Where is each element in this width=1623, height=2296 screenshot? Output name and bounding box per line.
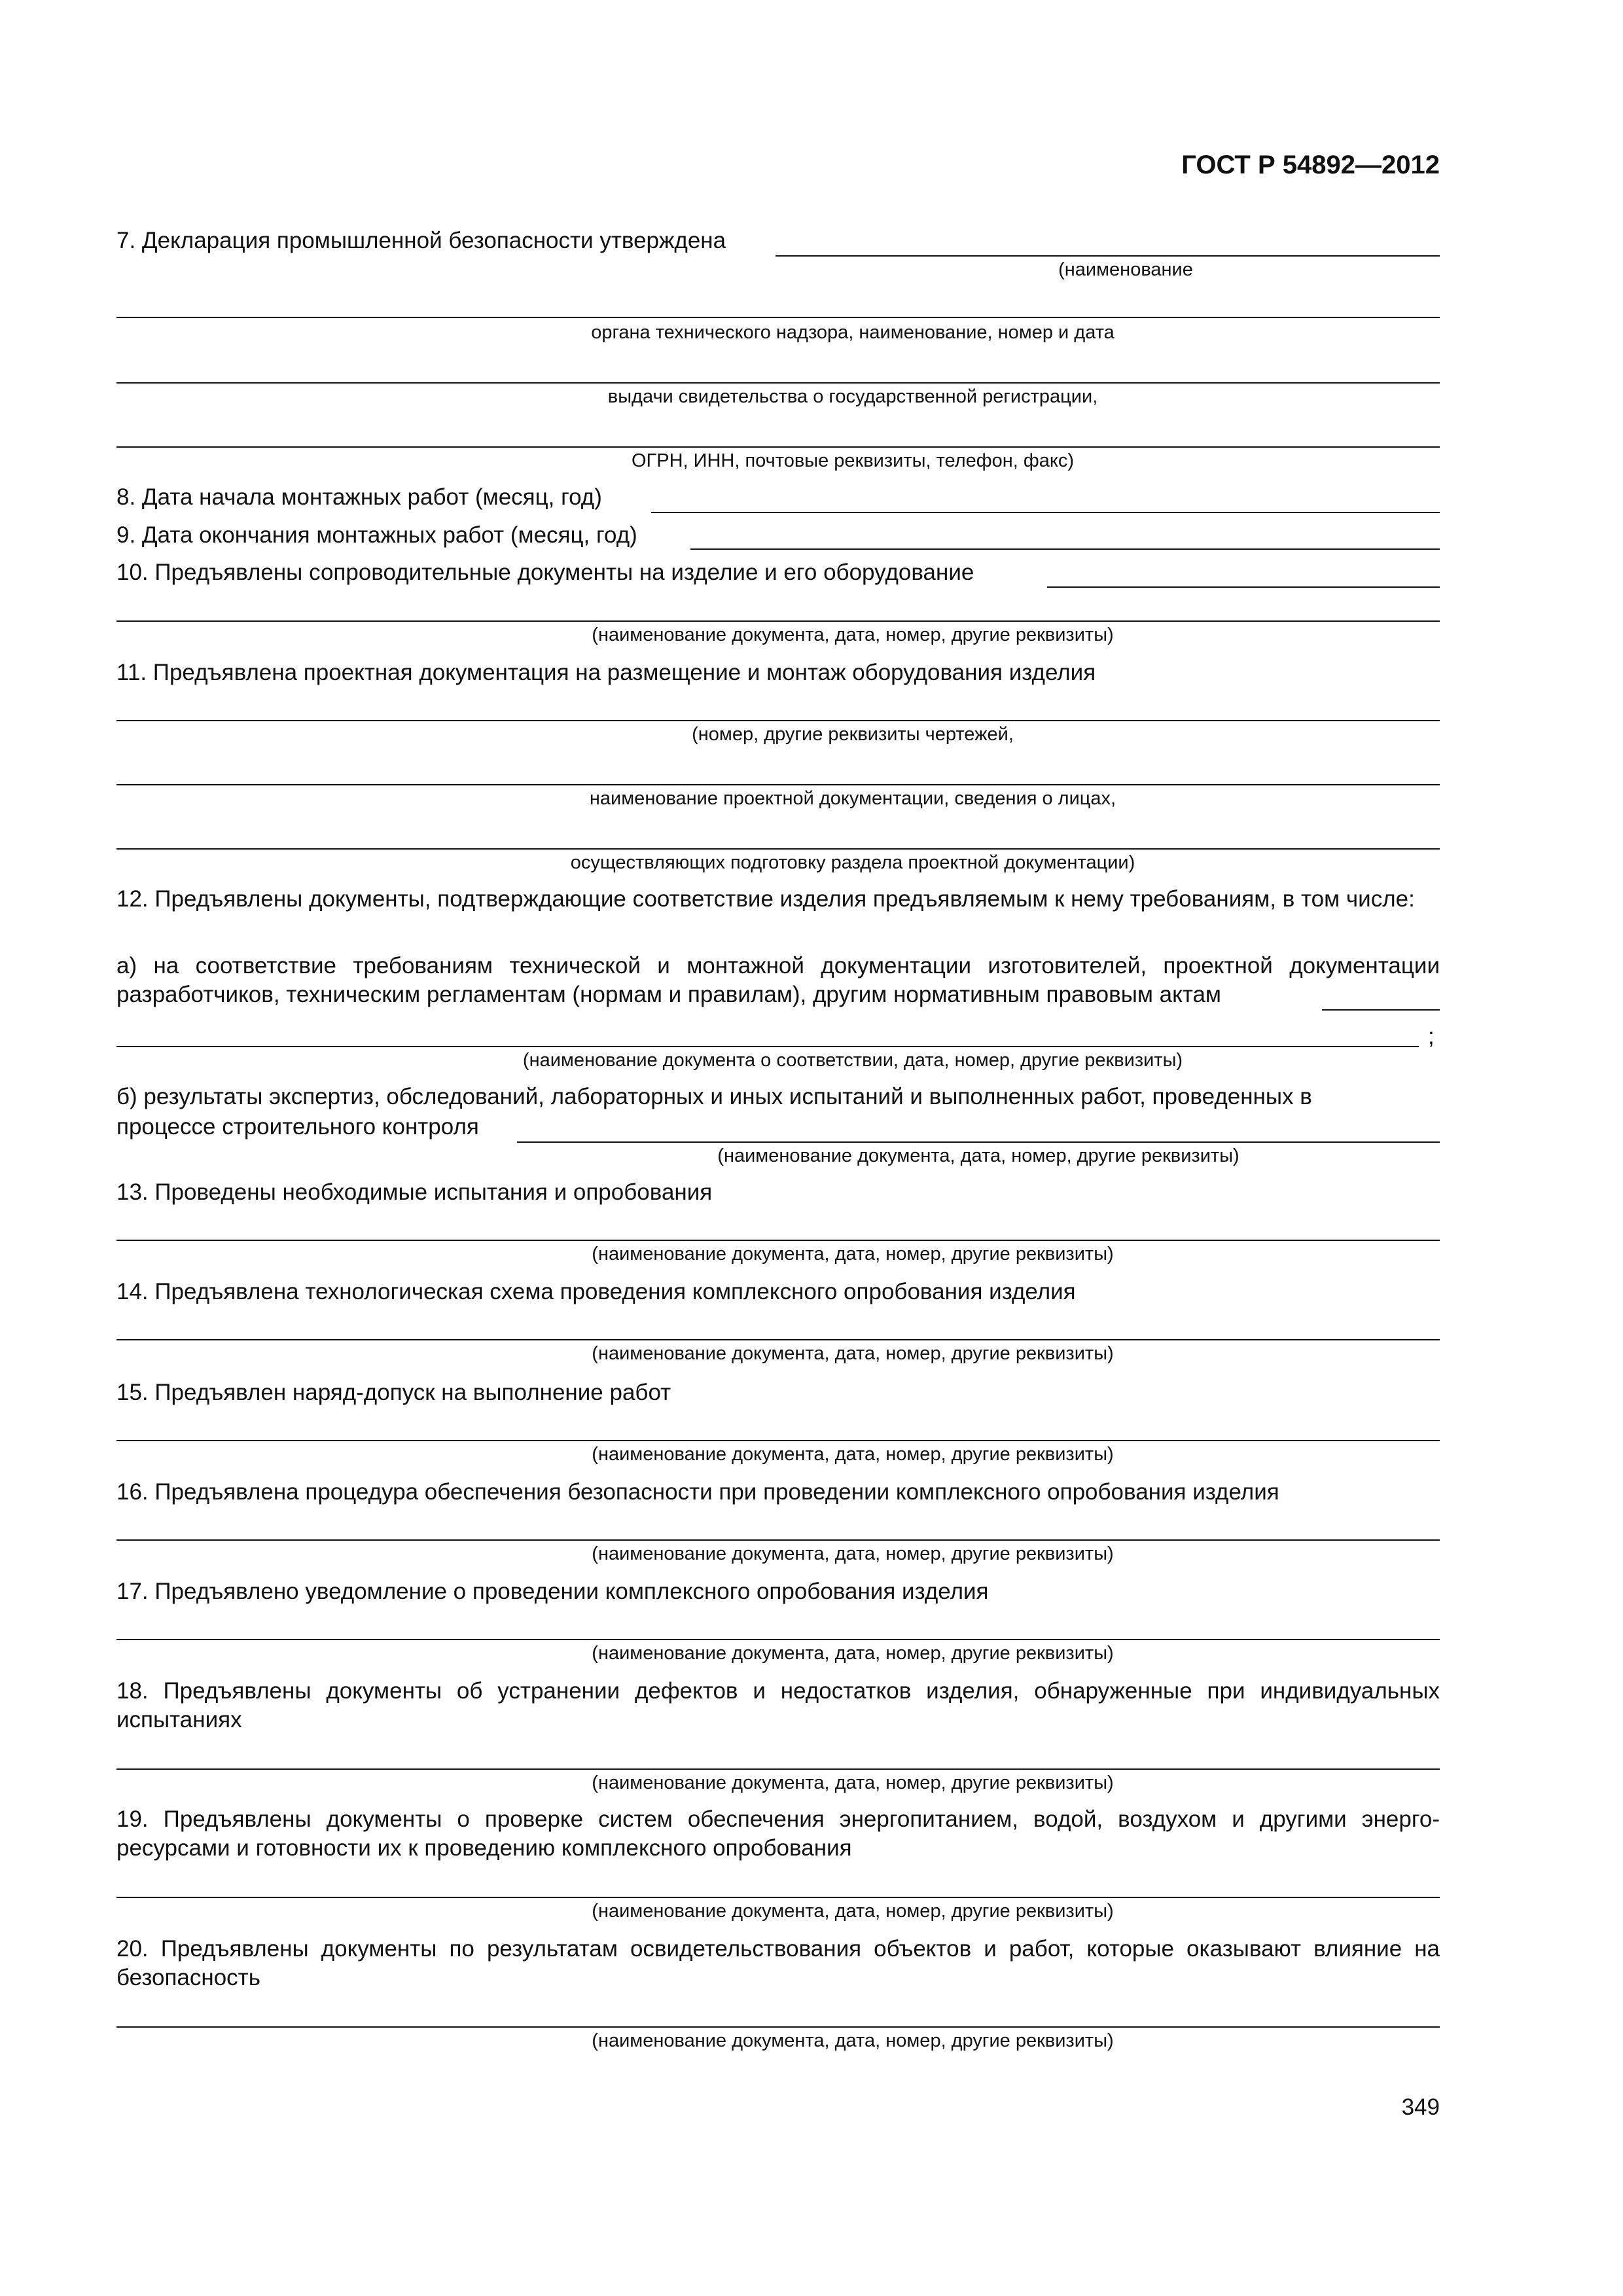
- item-12b-caption: (наименование документа, дата, номер, другие реквизиты): [717, 1145, 1240, 1166]
- item-14-field-line[interactable]: [116, 1339, 1440, 1340]
- item-12b-line-2: процессе строительного контроля: [116, 1114, 479, 1139]
- item-17-caption: (наименование документа, дата, номер, другие реквизиты): [592, 1643, 1114, 1664]
- item-7-label: 7. Декларация промышленной безопасности утверждена: [116, 228, 726, 253]
- item-13-caption: (наименование документа, дата, номер, другие реквизиты): [592, 1244, 1114, 1265]
- item-18-caption: (наименование документа, дата, номер, другие реквизиты): [592, 1772, 1114, 1793]
- item-14-label: 14. Предъявлена технологическая схема проведения комплексного опробования изделия: [116, 1279, 1076, 1304]
- item-16-label: 16. Предъявлена процедура обеспечения безопасности при проведении комплексного опробования изделия: [116, 1479, 1279, 1505]
- item-12a-field-line[interactable]: [1322, 1009, 1440, 1011]
- item-7-field-line[interactable]: [776, 255, 1440, 257]
- item-10-field-line[interactable]: [1047, 586, 1440, 588]
- item-11-field-line[interactable]: [116, 720, 1440, 721]
- item-10-caption: (наименование документа, дата, номер, другие реквизиты): [592, 624, 1114, 645]
- item-12-label: 12. Предъявлены документы, подтверждающие соответствие изделия предъявляемым к нему требованиям, в том числе:: [116, 886, 1415, 912]
- item-8-field-line[interactable]: [651, 512, 1440, 513]
- item-13-field-line[interactable]: [116, 1240, 1440, 1241]
- item-15-field-line[interactable]: [116, 1440, 1440, 1441]
- item-9-field-line[interactable]: [690, 548, 1440, 550]
- item-8-label: 8. Дата начала монтажных работ (месяц, год): [116, 484, 602, 510]
- item-20-field-line[interactable]: [116, 2026, 1440, 2028]
- item-18-field-line[interactable]: [116, 1768, 1440, 1770]
- item-19-caption: (наименование документа, дата, номер, другие реквизиты): [592, 1901, 1114, 1922]
- item-20-label: 20. Предъявлены документы по результатам освидетельствования объектов и работ, которые оказывают влияние на безопасность: [116, 1936, 1440, 1990]
- item-7-field-line-4[interactable]: [116, 446, 1440, 448]
- item-13-label: 13. Проведены необходимые испытания и опробования: [116, 1179, 713, 1205]
- item-12a-caption: (наименование документа о соответствии, дата, номер, другие реквизиты): [522, 1050, 1183, 1071]
- item-11-label: 11. Предъявлена проектная документация на размещение и монтаж оборудования изделия: [116, 660, 1096, 685]
- item-19-field-line[interactable]: [116, 1897, 1440, 1898]
- item-11-caption-1: (номер, другие реквизиты чертежей,: [692, 724, 1014, 745]
- item-12a-label: а) на соответствие требованиям технической и монтажной документации изготовителей, проектной документации разработчиков, техническим регламентам (нормам и правилам), другим нормативным правовым актам: [116, 953, 1440, 1007]
- item-10-field-line-2[interactable]: [116, 620, 1440, 622]
- item-11-caption-2: наименование проектной документации, сведения о лицах,: [589, 788, 1116, 809]
- item-17-field-line[interactable]: [116, 1639, 1440, 1640]
- item-7-caption-3: выдачи свидетельства о государственной регистрации,: [607, 386, 1098, 407]
- item-20-caption: (наименование документа, дата, номер, другие реквизиты): [592, 2030, 1114, 2051]
- item-19-label: 19. Предъявлены документы о проверке систем обеспечения энергопитанием, водой, воздухом и другими энерго-ресурсами и готовности их к проведению комплексного опробования: [116, 1806, 1440, 1861]
- item-12b-line-1: б) результаты экспертиз, обследований, лабораторных и иных испытаний и выполненных работ, проведенных в: [116, 1084, 1312, 1109]
- item-7-caption-4: ОГРН, ИНН, почтовые реквизиты, телефон, факс): [631, 450, 1075, 471]
- item-16-caption: (наименование документа, дата, номер, другие реквизиты): [592, 1543, 1114, 1564]
- item-7-caption-1: (наименование: [1058, 259, 1193, 280]
- item-11-field-line-2[interactable]: [116, 784, 1440, 785]
- item-14-caption: (наименование документа, дата, номер, другие реквизиты): [592, 1343, 1114, 1364]
- item-15-caption: (наименование документа, дата, номер, другие реквизиты): [592, 1444, 1114, 1465]
- item-17-label: 17. Предъявлено уведомление о проведении комплексного опробования изделия: [116, 1579, 989, 1604]
- item-15-label: 15. Предъявлен наряд-допуск на выполнение работ: [116, 1380, 671, 1405]
- item-11-caption-3: осуществляющих подготовку раздела проектной документации): [570, 852, 1135, 873]
- item-12b-field-line[interactable]: [517, 1141, 1440, 1143]
- standard-number: ГОСТ Р 54892—2012: [1181, 151, 1440, 179]
- item-7-field-line-3[interactable]: [116, 382, 1440, 384]
- item-11-field-line-3[interactable]: [116, 848, 1440, 850]
- page-number: 349: [1401, 2094, 1440, 2120]
- item-18-label: 18. Предъявлены документы об устранении дефектов и недостатков изделия, обнаруженные при индивидуальных испытаниях: [116, 1678, 1440, 1732]
- item-16-field-line[interactable]: [116, 1539, 1440, 1541]
- item-7-field-line-2[interactable]: [116, 317, 1440, 318]
- item-9-label: 9. Дата окончания монтажных работ (месяц, год): [116, 522, 637, 548]
- item-12a-semicolon: ;: [1428, 1024, 1435, 1049]
- item-12a-field-line-2[interactable]: [116, 1046, 1419, 1047]
- item-7-caption-2: органа технического надзора, наименование, номер и дата: [591, 322, 1115, 343]
- item-10-label: 10. Предъявлены сопроводительные документы на изделие и его оборудование: [116, 560, 974, 585]
